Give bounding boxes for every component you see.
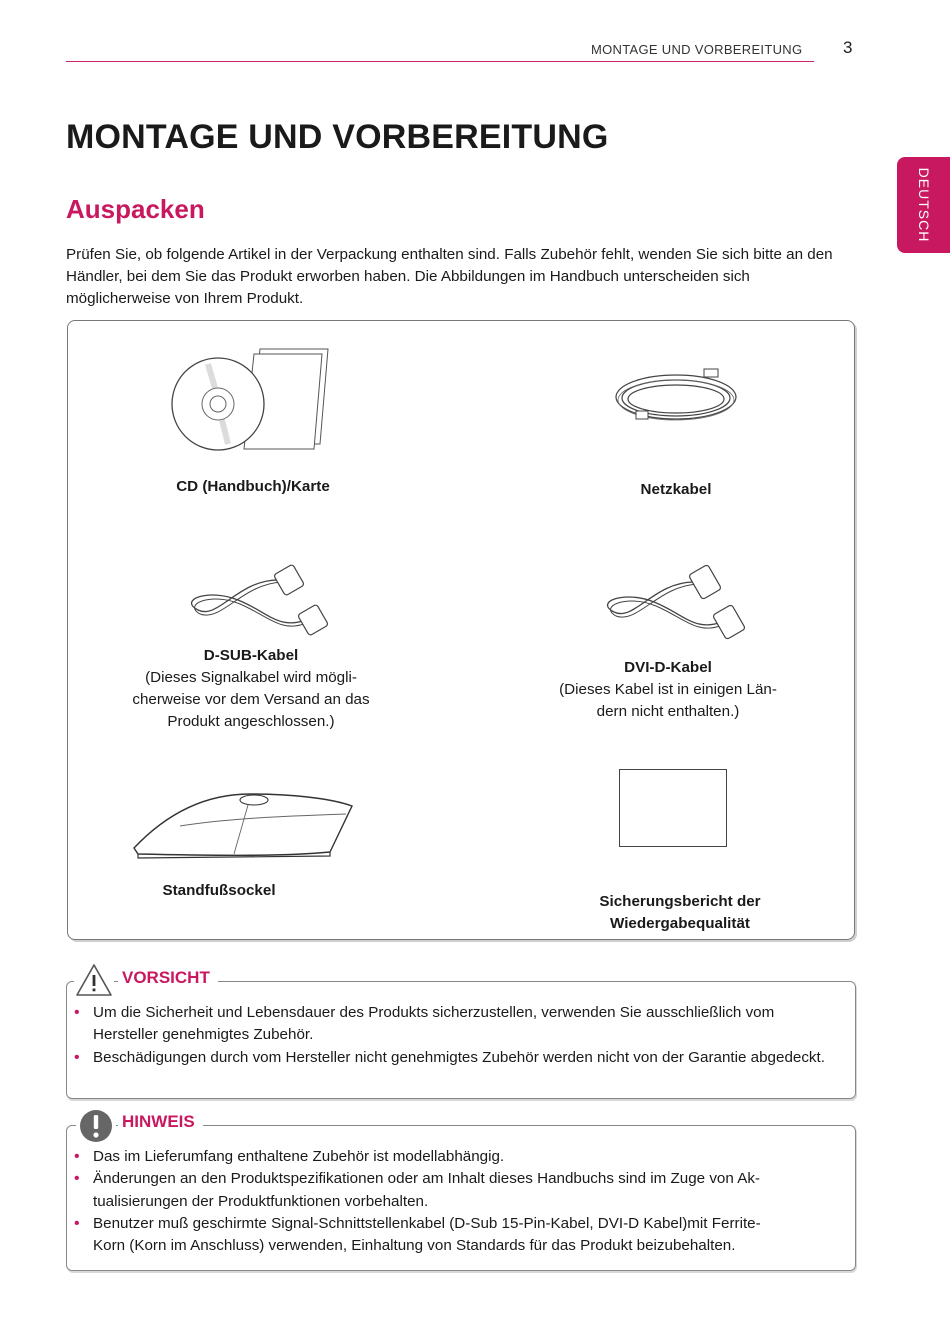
stand-base-icon [130, 790, 356, 860]
page-number: 3 [843, 38, 853, 57]
language-tab [897, 157, 950, 253]
item-cd-label [120, 476, 386, 498]
caution-title: VORSICHT [118, 968, 218, 988]
item-dsub-label [110, 645, 392, 733]
running-header-title: MONTAGE UND VORBEREITUNG [591, 42, 803, 57]
note-item: • Benutzer muß geschirmte Signal-Schnittstellenkabel (D-Sub 15-Pin-Kabel, DVI-D Kabel)mit Ferrite- Korn (Korn im Anschluss) verwenden, Einhaltung von Standards für das Produkt beizubehalten. [67, 1213, 829, 1258]
item-stand-name: Standfußsockel [162, 882, 276, 899]
caution-item: • Beschädigungen durch vom Hersteller nicht genehmigtes Zubehör werden nicht von der Garantie abgedeckt. [67, 1047, 827, 1069]
caution-list [67, 1002, 827, 1069]
item-cd-name: CD (Handbuch)/Karte [176, 478, 330, 495]
page-title: MONTAGE UND VORBEREITUNG [66, 118, 609, 156]
note-item: • Das im Lieferumfang enthaltene Zubehör ist modellabhängig. [67, 1146, 829, 1168]
caution-box [66, 981, 856, 1099]
section-heading: Auspacken [66, 194, 205, 224]
item-dvi-note: (Dieses Kabel ist in einigen Län- dern nicht enthalten.) [559, 681, 777, 720]
cd-card-icon [168, 344, 338, 454]
exclamation-circle-icon [76, 1108, 116, 1144]
item-report-name: Sicherungsbericht der Wiedergabequalität [599, 893, 761, 932]
caution-item: • Um die Sicherheit und Lebensdauer des Produkts sicherzustellen, verwenden Sie ausschließlich vom Hersteller genehmigtes Zubehör. [67, 1002, 827, 1047]
item-dvi-name: DVI-D-Kabel [624, 659, 712, 676]
dvi-cable-icon [594, 562, 750, 642]
warning-triangle-icon [74, 962, 114, 998]
item-stand-label [100, 880, 338, 902]
header-rule [66, 61, 814, 62]
item-power-label [566, 479, 786, 501]
dsub-cable-icon [178, 560, 334, 640]
power-cord-icon [612, 365, 742, 435]
intro-paragraph: Prüfen Sie, ob folgende Artikel in der Verpackung enthalten sind. Falls Zubehör fehlt, wenden Sie sich bitte an den Händler, bei dem Sie das Produkt erworben haben. Die Abbildungen im Handbuch unterscheiden sich möglicherweise von Ihrem Produkt. [66, 246, 833, 307]
item-power-name: Netzkabel [640, 481, 712, 498]
item-dsub-name: D-SUB-Kabel [203, 647, 299, 664]
language-tab-label: DEUTSCH [916, 167, 932, 243]
item-dsub-note: (Dieses Signalkabel wird mögli- cherweise vor dem Versand an das Produkt angeschlossen.) [132, 669, 370, 730]
note-box [66, 1125, 856, 1271]
item-dvi-label [530, 657, 806, 723]
item-report-label [560, 869, 800, 935]
report-sheet-icon [619, 769, 727, 847]
note-title: HINWEIS [118, 1112, 203, 1132]
note-item: • Änderungen an den Produktspezifikationen oder am Inhalt dieses Handbuchs sind im Zuge von Ak- tualisierungen der Produktfunktionen vorbehalten. [67, 1168, 829, 1213]
note-list [67, 1146, 829, 1257]
